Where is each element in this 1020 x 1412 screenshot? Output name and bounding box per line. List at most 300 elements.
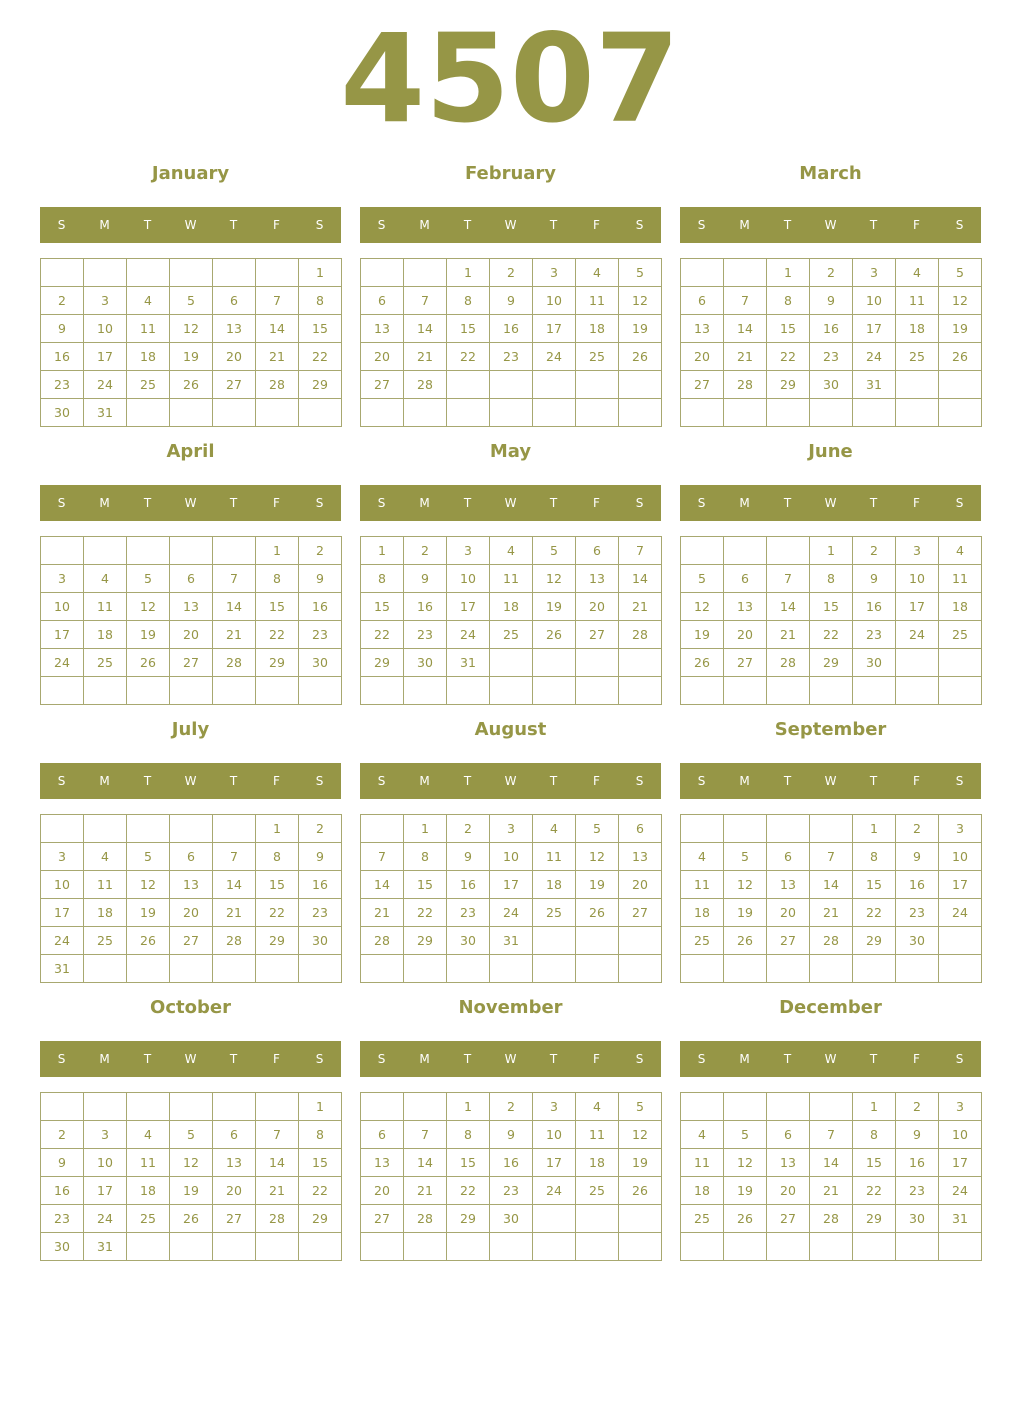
day-cell: 21 [404, 343, 447, 371]
day-cell: 26 [170, 1205, 213, 1233]
empty-day-cell [490, 677, 533, 705]
day-cell: 2 [41, 1121, 84, 1149]
day-cell: 10 [533, 1121, 576, 1149]
week-row [41, 287, 342, 315]
day-cell: 6 [767, 843, 810, 871]
day-cell: 10 [853, 287, 896, 315]
empty-day-cell [681, 399, 724, 427]
day-cell: 21 [724, 343, 767, 371]
day-cell: 12 [576, 843, 619, 871]
day-cell: 5 [170, 287, 213, 315]
day-cell: 29 [299, 1205, 342, 1233]
day-cell: 26 [724, 927, 767, 955]
weekday-label: T [549, 1052, 558, 1066]
day-cell: 15 [299, 315, 342, 343]
week-row [681, 815, 982, 843]
empty-day-cell [84, 1093, 127, 1121]
day-cell: 11 [681, 1149, 724, 1177]
day-cell: 11 [896, 287, 939, 315]
weekday-header [360, 763, 661, 799]
empty-day-cell [810, 399, 853, 427]
empty-day-cell [84, 677, 127, 705]
day-cell: 17 [939, 1149, 982, 1177]
day-cell: 9 [447, 843, 490, 871]
day-cell: 21 [619, 593, 662, 621]
empty-day-cell [576, 399, 619, 427]
empty-day-cell [299, 1233, 342, 1261]
day-cell: 17 [84, 343, 127, 371]
day-cell: 24 [447, 621, 490, 649]
day-cell: 27 [681, 371, 724, 399]
day-cell: 27 [361, 371, 404, 399]
day-cell: 20 [361, 343, 404, 371]
day-cell: 1 [447, 1093, 490, 1121]
day-cell: 23 [41, 1205, 84, 1233]
day-cell: 18 [84, 621, 127, 649]
day-cell: 18 [533, 871, 576, 899]
day-cell: 23 [41, 371, 84, 399]
day-grid [680, 536, 982, 705]
day-cell: 27 [576, 621, 619, 649]
empty-day-cell [533, 399, 576, 427]
day-cell: 11 [84, 871, 127, 899]
weekday-label: S [697, 774, 706, 788]
day-cell: 24 [533, 1177, 576, 1205]
day-cell: 27 [170, 927, 213, 955]
week-row [681, 927, 982, 955]
day-cell: 30 [896, 1205, 939, 1233]
day-cell: 25 [84, 927, 127, 955]
weekday-label: S [955, 1052, 964, 1066]
day-cell: 22 [299, 343, 342, 371]
empty-day-cell [724, 259, 767, 287]
day-cell: 26 [939, 343, 982, 371]
day-cell: 1 [447, 259, 490, 287]
day-cell: 26 [681, 649, 724, 677]
day-cell: 4 [127, 287, 170, 315]
weekday-label: T [783, 1052, 792, 1066]
day-cell: 1 [299, 1093, 342, 1121]
day-cell: 5 [619, 1093, 662, 1121]
weekday-label: S [635, 496, 644, 510]
day-cell: 4 [576, 1093, 619, 1121]
empty-day-cell [41, 677, 84, 705]
day-cell: 25 [576, 1177, 619, 1205]
day-cell: 8 [853, 843, 896, 871]
day-cell: 14 [810, 871, 853, 899]
weekday-label: S [635, 774, 644, 788]
month-name: August [474, 719, 547, 740]
week-row [361, 343, 662, 371]
month-name: November [458, 997, 563, 1018]
day-cell: 3 [41, 565, 84, 593]
week-row [681, 955, 982, 983]
empty-day-cell [213, 955, 256, 983]
day-cell: 10 [41, 593, 84, 621]
empty-day-cell [84, 259, 127, 287]
day-cell: 20 [576, 593, 619, 621]
day-cell: 1 [361, 537, 404, 565]
weekday-label: S [377, 218, 386, 232]
empty-day-cell [939, 677, 982, 705]
empty-day-cell [896, 1233, 939, 1261]
weekday-label: T [549, 218, 558, 232]
week-row [681, 343, 982, 371]
day-cell: 1 [256, 815, 299, 843]
day-cell: 19 [170, 343, 213, 371]
empty-day-cell [619, 927, 662, 955]
day-cell: 24 [84, 1205, 127, 1233]
week-row [681, 1233, 982, 1261]
empty-day-cell [299, 677, 342, 705]
empty-day-cell [619, 649, 662, 677]
month-name: April [166, 441, 215, 462]
day-cell: 14 [256, 315, 299, 343]
day-cell: 20 [619, 871, 662, 899]
weekday-label: T [549, 774, 558, 788]
day-cell: 23 [490, 1177, 533, 1205]
day-cell: 18 [896, 315, 939, 343]
weekday-label: T [783, 218, 792, 232]
weekday-label: M [739, 496, 750, 510]
day-cell: 7 [404, 1121, 447, 1149]
empty-day-cell [896, 677, 939, 705]
weekday-label: F [273, 774, 280, 788]
day-cell: 22 [447, 1177, 490, 1205]
day-cell: 30 [896, 927, 939, 955]
day-cell: 27 [619, 899, 662, 927]
weekday-header [40, 485, 341, 521]
empty-day-cell [810, 1093, 853, 1121]
day-cell: 21 [213, 621, 256, 649]
empty-day-cell [127, 259, 170, 287]
day-cell: 29 [853, 1205, 896, 1233]
day-cell: 3 [84, 287, 127, 315]
empty-day-cell [724, 1093, 767, 1121]
day-cell: 15 [361, 593, 404, 621]
empty-day-cell [576, 1233, 619, 1261]
weekday-label: S [57, 774, 66, 788]
empty-day-cell [767, 1233, 810, 1261]
weekday-label: M [419, 218, 430, 232]
weekday-header [360, 207, 661, 243]
day-cell: 22 [299, 1177, 342, 1205]
empty-day-cell [533, 955, 576, 983]
week-row [41, 537, 342, 565]
day-cell: 25 [127, 1205, 170, 1233]
day-cell: 17 [533, 1149, 576, 1177]
week-row [361, 871, 662, 899]
day-cell: 11 [490, 565, 533, 593]
weekday-label: F [273, 218, 280, 232]
day-cell: 29 [256, 927, 299, 955]
day-cell: 10 [939, 843, 982, 871]
day-cell: 23 [299, 899, 342, 927]
empty-day-cell [853, 399, 896, 427]
week-row [681, 871, 982, 899]
day-cell: 24 [896, 621, 939, 649]
day-cell: 17 [41, 899, 84, 927]
week-row [41, 871, 342, 899]
weekday-header [680, 1041, 981, 1077]
day-cell: 16 [896, 1149, 939, 1177]
weekday-label: M [739, 1052, 750, 1066]
day-cell: 15 [767, 315, 810, 343]
day-cell: 25 [896, 343, 939, 371]
day-grid [360, 258, 662, 427]
empty-day-cell [213, 537, 256, 565]
day-cell: 10 [896, 565, 939, 593]
weekday-label: S [955, 496, 964, 510]
day-cell: 30 [490, 1205, 533, 1233]
week-row [681, 593, 982, 621]
empty-day-cell [361, 1093, 404, 1121]
weekday-label: W [824, 1052, 837, 1066]
day-cell: 19 [533, 593, 576, 621]
day-cell: 19 [681, 621, 724, 649]
day-cell: 16 [490, 315, 533, 343]
weekday-label: S [955, 218, 964, 232]
day-cell: 17 [84, 1177, 127, 1205]
week-row [41, 343, 342, 371]
day-cell: 12 [724, 871, 767, 899]
day-cell: 19 [619, 1149, 662, 1177]
day-grid [680, 258, 982, 427]
empty-day-cell [256, 1093, 299, 1121]
day-cell: 20 [767, 899, 810, 927]
empty-day-cell [170, 399, 213, 427]
day-cell: 27 [767, 1205, 810, 1233]
day-cell: 2 [490, 1093, 533, 1121]
day-cell: 17 [533, 315, 576, 343]
day-cell: 27 [170, 649, 213, 677]
empty-day-cell [170, 259, 213, 287]
day-cell: 2 [810, 259, 853, 287]
day-cell: 15 [447, 315, 490, 343]
week-row [361, 677, 662, 705]
day-cell: 15 [853, 871, 896, 899]
empty-day-cell [576, 955, 619, 983]
day-cell: 28 [256, 371, 299, 399]
weekday-label: T [229, 774, 238, 788]
day-cell: 4 [681, 843, 724, 871]
day-cell: 13 [361, 1149, 404, 1177]
week-row [41, 1149, 342, 1177]
day-cell: 12 [127, 871, 170, 899]
empty-day-cell [127, 677, 170, 705]
month-name: March [799, 163, 862, 184]
day-cell: 18 [576, 315, 619, 343]
week-row [41, 1121, 342, 1149]
month-name: December [779, 997, 882, 1018]
empty-day-cell [767, 955, 810, 983]
day-cell: 13 [724, 593, 767, 621]
day-cell: 11 [533, 843, 576, 871]
empty-day-cell [213, 1233, 256, 1261]
week-row [681, 1177, 982, 1205]
empty-day-cell [490, 955, 533, 983]
day-cell: 15 [256, 871, 299, 899]
empty-day-cell [361, 1233, 404, 1261]
weekday-label: T [143, 1052, 152, 1066]
empty-day-cell [213, 677, 256, 705]
day-cell: 9 [404, 565, 447, 593]
day-cell: 31 [41, 955, 84, 983]
day-cell: 29 [853, 927, 896, 955]
weekday-header [360, 1041, 661, 1077]
weekday-label: T [463, 774, 472, 788]
day-cell: 31 [939, 1205, 982, 1233]
week-row [681, 537, 982, 565]
day-cell: 6 [724, 565, 767, 593]
day-cell: 13 [576, 565, 619, 593]
day-cell: 7 [213, 843, 256, 871]
day-cell: 1 [767, 259, 810, 287]
weekday-label: W [504, 774, 517, 788]
day-cell: 26 [127, 649, 170, 677]
weekday-label: S [315, 218, 324, 232]
weekday-label: M [99, 496, 110, 510]
day-cell: 23 [896, 1177, 939, 1205]
day-cell: 7 [619, 537, 662, 565]
day-cell: 9 [853, 565, 896, 593]
day-cell: 29 [447, 1205, 490, 1233]
week-row [41, 649, 342, 677]
day-cell: 26 [576, 899, 619, 927]
week-row [41, 621, 342, 649]
empty-day-cell [127, 537, 170, 565]
empty-day-cell [84, 955, 127, 983]
empty-day-cell [681, 955, 724, 983]
day-cell: 19 [127, 899, 170, 927]
day-cell: 23 [299, 621, 342, 649]
weekday-label: F [913, 218, 920, 232]
day-cell: 24 [533, 343, 576, 371]
day-cell: 25 [681, 927, 724, 955]
day-cell: 8 [256, 565, 299, 593]
weekday-header [680, 763, 981, 799]
empty-day-cell [127, 1233, 170, 1261]
day-cell: 8 [767, 287, 810, 315]
empty-day-cell [576, 677, 619, 705]
day-cell: 29 [299, 371, 342, 399]
empty-day-cell [896, 955, 939, 983]
weekday-label: T [463, 1052, 472, 1066]
day-cell: 17 [41, 621, 84, 649]
day-cell: 21 [810, 1177, 853, 1205]
empty-day-cell [361, 815, 404, 843]
day-cell: 28 [361, 927, 404, 955]
empty-day-cell [404, 1233, 447, 1261]
empty-day-cell [533, 1205, 576, 1233]
week-row [41, 843, 342, 871]
week-row [681, 899, 982, 927]
day-cell: 11 [576, 287, 619, 315]
empty-day-cell [490, 399, 533, 427]
day-grid [360, 536, 662, 705]
empty-day-cell [170, 1093, 213, 1121]
empty-day-cell [256, 955, 299, 983]
day-cell: 16 [404, 593, 447, 621]
empty-day-cell [256, 677, 299, 705]
day-cell: 30 [810, 371, 853, 399]
weekday-label: M [419, 774, 430, 788]
day-cell: 5 [170, 1121, 213, 1149]
day-cell: 30 [299, 649, 342, 677]
weekday-label: S [315, 774, 324, 788]
day-cell: 19 [576, 871, 619, 899]
empty-day-cell [619, 677, 662, 705]
month-name: May [489, 441, 532, 462]
weekday-label: F [593, 496, 600, 510]
day-cell: 15 [810, 593, 853, 621]
day-cell: 28 [767, 649, 810, 677]
month-name: October [150, 997, 231, 1018]
day-grid [360, 814, 662, 983]
weekday-label: F [913, 496, 920, 510]
day-cell: 14 [767, 593, 810, 621]
day-cell: 10 [447, 565, 490, 593]
day-cell: 14 [213, 593, 256, 621]
day-cell: 25 [490, 621, 533, 649]
day-grid [40, 258, 342, 427]
empty-day-cell [84, 537, 127, 565]
weekday-label: M [739, 774, 750, 788]
day-cell: 8 [299, 1121, 342, 1149]
week-row [681, 677, 982, 705]
day-cell: 2 [41, 287, 84, 315]
empty-day-cell [256, 399, 299, 427]
empty-day-cell [490, 649, 533, 677]
month-name: January [151, 163, 230, 184]
week-row [361, 843, 662, 871]
weekday-label: M [419, 496, 430, 510]
day-cell: 5 [127, 565, 170, 593]
day-cell: 12 [170, 1149, 213, 1177]
empty-day-cell [127, 399, 170, 427]
weekday-label: S [57, 1052, 66, 1066]
day-cell: 9 [810, 287, 853, 315]
week-row [361, 399, 662, 427]
week-row [681, 621, 982, 649]
day-cell: 16 [299, 871, 342, 899]
day-cell: 29 [256, 649, 299, 677]
weekday-label: F [913, 774, 920, 788]
week-row [681, 1149, 982, 1177]
day-cell: 22 [810, 621, 853, 649]
day-cell: 6 [619, 815, 662, 843]
week-row [361, 537, 662, 565]
weekday-label: W [184, 774, 197, 788]
day-cell: 11 [127, 315, 170, 343]
week-row [361, 565, 662, 593]
day-cell: 25 [576, 343, 619, 371]
day-cell: 22 [853, 1177, 896, 1205]
day-cell: 27 [213, 371, 256, 399]
day-cell: 31 [84, 1233, 127, 1261]
day-cell: 26 [127, 927, 170, 955]
weekday-label: M [99, 774, 110, 788]
empty-day-cell [447, 1233, 490, 1261]
weekday-label: S [377, 774, 386, 788]
weekday-label: S [635, 218, 644, 232]
day-cell: 24 [939, 899, 982, 927]
day-cell: 29 [810, 649, 853, 677]
empty-day-cell [681, 1233, 724, 1261]
day-cell: 10 [41, 871, 84, 899]
day-cell: 26 [619, 1177, 662, 1205]
day-cell: 2 [299, 537, 342, 565]
